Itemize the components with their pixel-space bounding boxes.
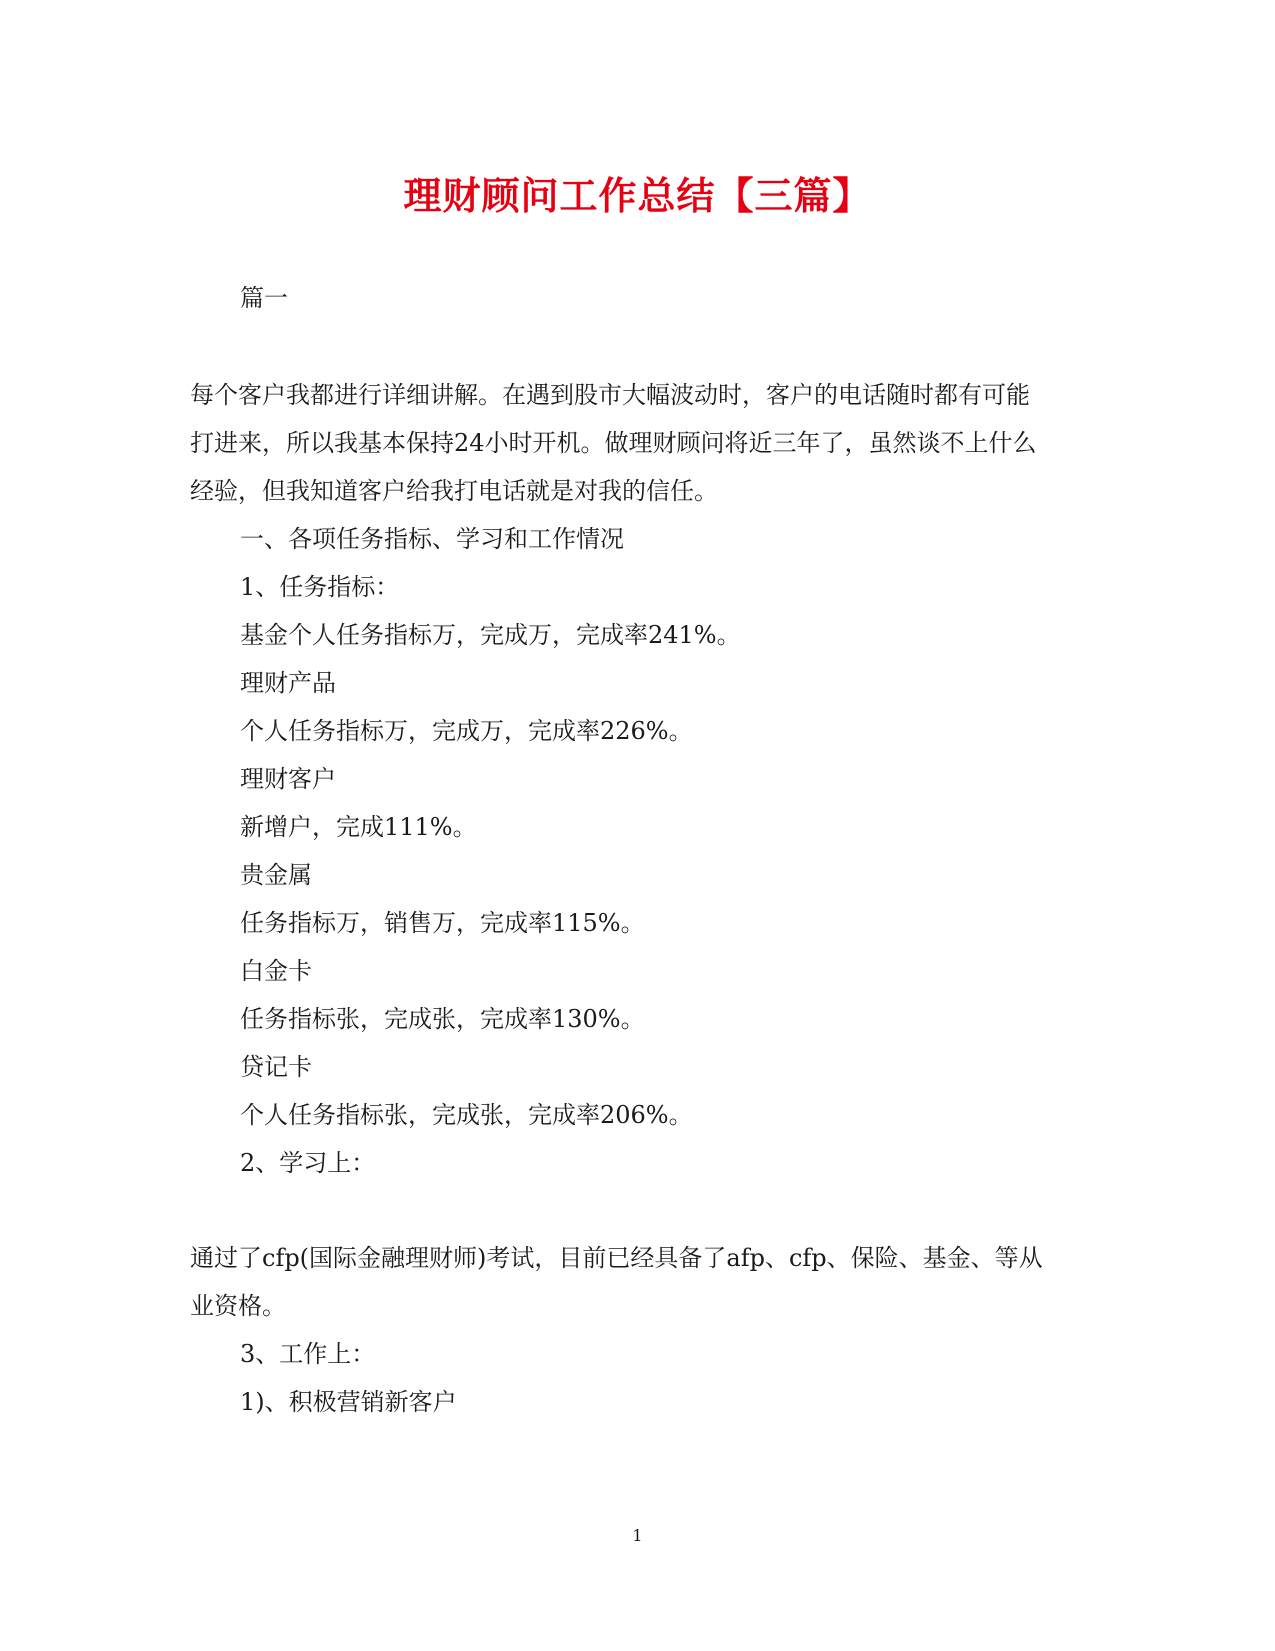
list-item: 理财产品 — [240, 669, 336, 697]
list-item: 新增户，完成111%。 — [240, 813, 477, 841]
list-item: 个人任务指标万，完成万，完成率226%。 — [240, 717, 693, 745]
document-title: 理财顾问工作总结【三篇】 — [403, 173, 872, 218]
list-item: 个人任务指标张，完成张，完成率206%。 — [240, 1101, 693, 1129]
paragraph-line: 每个客户我都进行详细讲解。在遇到股市大幅波动时，客户的电话随时都有可能 — [190, 381, 1030, 409]
list-item: 任务指标万，销售万，完成率115%。 — [240, 909, 645, 937]
paragraph-line: 通过了cfp(国际金融理财师)考试，目前已经具备了afp、cfp、保险、基金、等从 — [190, 1244, 1043, 1272]
list-item: 1)、积极营销新客户 — [240, 1388, 457, 1416]
list-item: 白金卡 — [240, 957, 312, 985]
list-item: 3、工作上： — [240, 1340, 376, 1368]
list-item: 理财客户 — [240, 765, 336, 793]
page-number: 1 — [632, 1526, 643, 1545]
list-item: 基金个人任务指标万，完成万，完成率241%。 — [240, 621, 741, 649]
paragraph-line: 打进来，所以我基本保持24小时开机。做理财顾问将近三年了，虽然谈不上什么 — [190, 429, 1037, 457]
paragraph-line: 经验，但我知道客户给我打电话就是对我的信任。 — [190, 477, 718, 505]
paragraph-line: 业资格。 — [190, 1292, 286, 1320]
list-item: 贵金属 — [240, 861, 312, 889]
list-item: 贷记卡 — [240, 1053, 312, 1081]
list-item: 2、学习上： — [240, 1149, 376, 1177]
list-item: 任务指标张，完成张，完成率130%。 — [240, 1005, 645, 1033]
subheading: 一、各项任务指标、学习和工作情况 — [240, 525, 624, 553]
section-heading: 篇一 — [240, 284, 288, 312]
list-item: 1、任务指标： — [240, 573, 400, 601]
